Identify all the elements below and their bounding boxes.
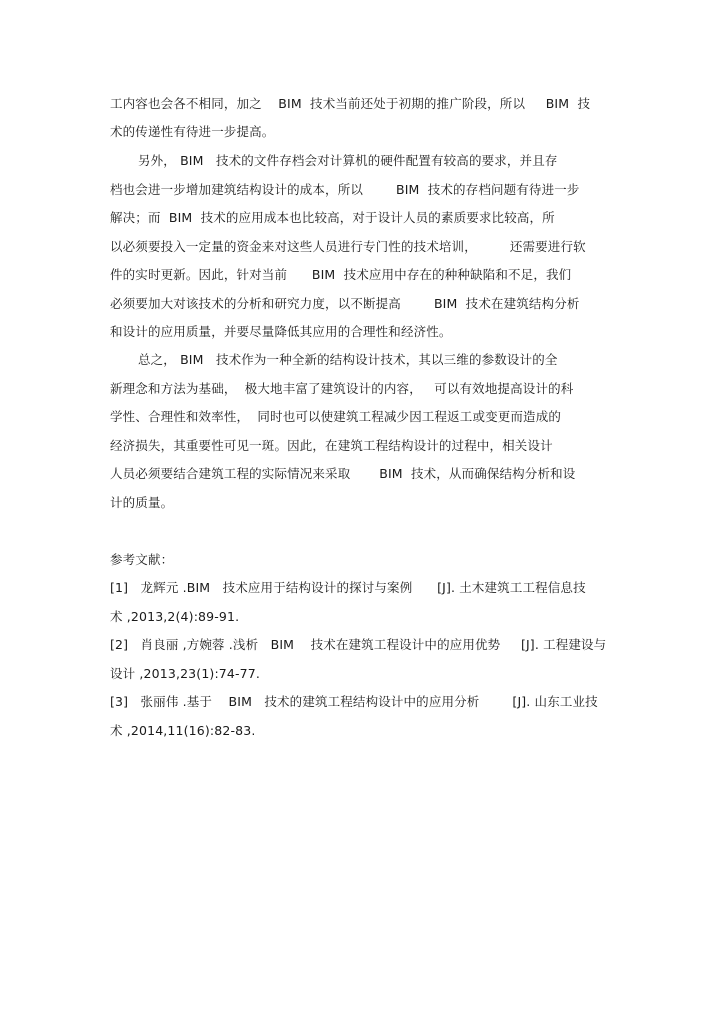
- reference-3-line-2: 术 ,2014,11(16):82-83.: [110, 723, 256, 738]
- paragraph-2-line-3: 解决；而 BIM 技术的应用成本也比较高，对于设计人员的素质要求比较高，所: [110, 210, 555, 225]
- paragraph-1-line-2: 术的传递性有待进一步提高。: [110, 124, 275, 139]
- paragraph-3-line-1: 总之， BIM 技术作为一种全新的结构设计技术，其以三维的参数设计的全: [138, 352, 558, 367]
- paragraph-2-line-6: 必须要加大对该技术的分析和研究力度，以不断提高 BIM 技术在建筑结构分析: [110, 296, 580, 311]
- paragraph-2-line-1: 另外， BIM 技术的文件存档会对计算机的硬件配置有较高的要求，并且存: [138, 153, 558, 168]
- paragraph-3-line-5: 人员必须要结合建筑工程的实际情况来采取 BIM 技术，从而确保结构分析和设: [110, 466, 576, 481]
- reference-2-line-1: [2] 肖良丽 ,方婉蓉 .浅析 BIM 技术在建筑工程设计中的应用优势 [J]. 工程建设与: [110, 637, 607, 652]
- paragraph-3-line-6: 计的质量。: [110, 495, 174, 510]
- paragraph-1-line-1: 工内容也会各不相同，加之 BIM 技术当前还处于初期的推广阶段，所以 BIM 技: [110, 96, 591, 111]
- paragraph-2-line-2: 档也会进一步增加建筑结构设计的成本，所以 BIM 技术的存档问题有待进一步: [110, 182, 580, 197]
- reference-1-line-2: 术 ,2013,2(4):89-91.: [110, 609, 240, 624]
- paragraph-2-line-4: 以必须要投入一定量的资金来对这些人员进行专门性的技术培训， 还需要进行软: [110, 239, 586, 254]
- reference-1-line-1: [1] 龙辉元 .BIM 技术应用于结构设计的探讨与案例 [J]. 土木建筑工工程信息技: [110, 580, 586, 595]
- paragraph-3-line-4: 经济损失，其重要性可见一斑。因此，在建筑工程结构设计的过程中，相关设计: [110, 438, 553, 453]
- paragraph-2-line-7: 和设计的应用质量，并要尽量降低其应用的合理性和经济性。: [110, 324, 452, 339]
- paragraph-3-line-2: 新理念和方法为基础， 极大地丰富了建筑设计的内容， 可以有效地提高设计的科: [110, 381, 574, 396]
- reference-2-line-2: 设计 ,2013,23(1):74-77.: [110, 666, 261, 681]
- references-heading: 参考文献：: [110, 552, 174, 567]
- paragraph-3-line-3: 学性、合理性和效率性， 同时也可以使建筑工程减少因工程返工或变更而造成的: [110, 409, 561, 424]
- paragraph-2-line-5: 件的实时更新。因此，针对当前 BIM 技术应用中存在的种种缺陷和不足，我们: [110, 267, 572, 282]
- reference-3-line-1: [3] 张丽伟 .基于 BIM 技术的建筑工程结构设计中的应用分析 [J]. 山东工业技: [110, 694, 598, 709]
